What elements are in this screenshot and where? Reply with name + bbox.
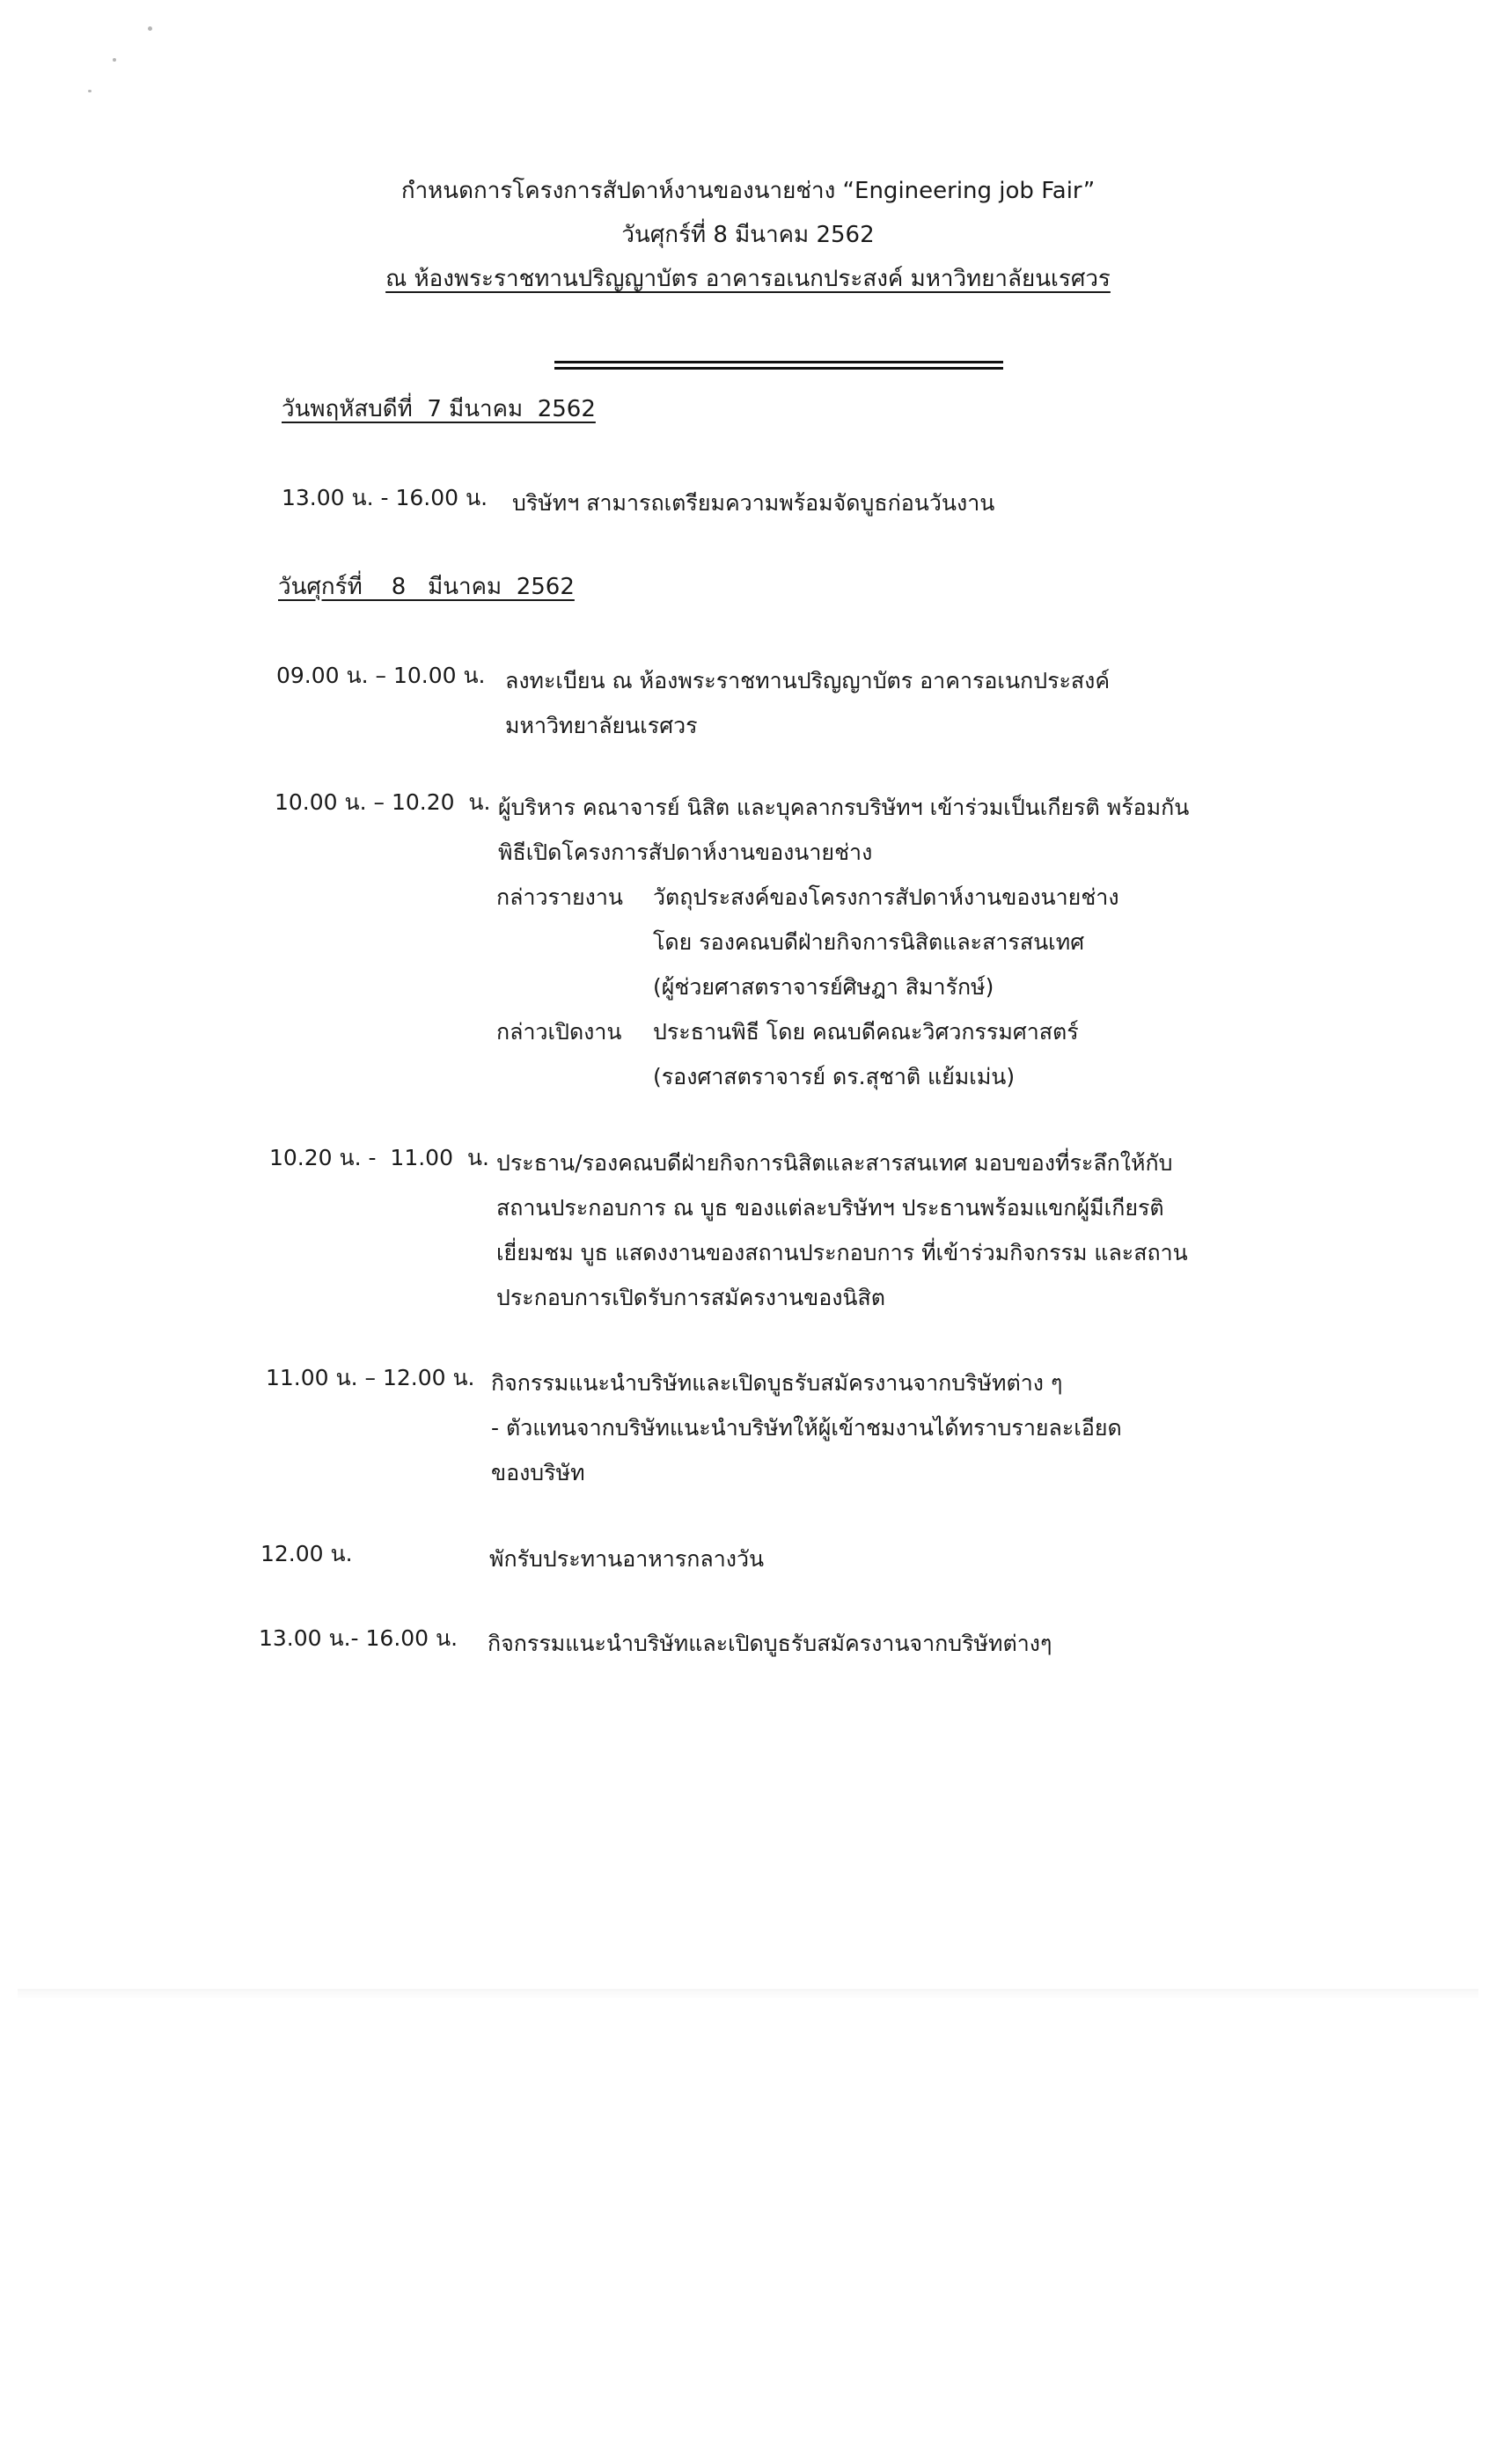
ceremony-text: ประธานพิธี โดย คณบดีคณะวิศวกรรมศาสตร์ bbox=[653, 1019, 1079, 1045]
scan-edge bbox=[18, 1989, 1478, 1999]
schedule-description bbox=[512, 480, 1234, 525]
schedule-description bbox=[488, 1621, 1209, 1666]
ceremony-line bbox=[496, 920, 1119, 964]
ceremony-line bbox=[496, 1009, 1119, 1054]
description-line: พักรับประทานอาหารกลางวัน bbox=[489, 1546, 765, 1572]
description-line: ประกอบการเปิดรับการสมัครงานของนิสิต bbox=[496, 1285, 886, 1310]
ceremony-text: วัตถุประสงค์ของโครงการสัปดาห์งานของนายช่าง bbox=[653, 884, 1119, 910]
description-line: มหาวิทยาลัยนเรศวร bbox=[505, 713, 698, 738]
day2-heading: วันศุกร์ที่ 8 มีนาคม 2562 bbox=[278, 574, 575, 600]
ceremony-line bbox=[496, 964, 1119, 1009]
ceremony-text: (ผู้ช่วยศาสตราจารย์ศิษฎา สิมารักษ์) bbox=[653, 974, 994, 1000]
ceremony-text: (รองศาสตราจารย์ ดร.สุชาติ แย้มเม่น) bbox=[653, 1064, 1016, 1089]
description-line: - ตัวแทนจากบริษัทแนะนำบริษัทให้ผู้เข้าชมงานได้ทราบรายละเอียด bbox=[491, 1415, 1122, 1441]
schedule-description bbox=[496, 1140, 1218, 1320]
schedule-description bbox=[491, 1360, 1213, 1495]
ceremony-label: กล่าวรายงาน bbox=[496, 884, 623, 910]
scan-speck bbox=[113, 58, 116, 62]
description-line: ประธาน/รองคณบดีฝ่ายกิจการนิสิตและสารสนเทศ มอบของที่ระลึกให้กับ bbox=[496, 1150, 1173, 1176]
schedule-description bbox=[505, 658, 1227, 748]
description-line: สถานประกอบการ ณ บูธ ของแต่ละบริษัทฯ ประธานพร้อมแขกผู้มีเกียรติ bbox=[496, 1195, 1164, 1221]
description-line: พิธีเปิดโครงการสัปดาห์งานของนายช่าง bbox=[498, 840, 873, 865]
schedule-time: 13.00 น.- 16.00 น. bbox=[259, 1625, 458, 1651]
schedule-description bbox=[489, 1536, 1211, 1581]
ceremony-line bbox=[496, 1054, 1119, 1099]
description-line: ของบริษัท bbox=[491, 1460, 585, 1485]
schedule-time: 13.00 น. - 16.00 น. bbox=[282, 485, 488, 510]
scan-speck bbox=[148, 26, 152, 31]
ceremony-line bbox=[496, 875, 1119, 920]
header-date: วันศุกร์ที่ 8 มีนาคม 2562 bbox=[621, 222, 875, 248]
schedule-description bbox=[498, 785, 1220, 875]
header-venue: ณ ห้องพระราชทานปริญญาบัตร อาคารอเนกประสงค์ มหาวิทยาลัยนเรศวร bbox=[385, 266, 1111, 292]
schedule-time: 10.20 น. - 11.00 น. bbox=[269, 1145, 489, 1170]
day1-heading: วันพฤหัสบดีที่ 7 มีนาคม 2562 bbox=[282, 396, 596, 422]
description-line: กิจกรรมแนะนำบริษัทและเปิดบูธรับสมัครงานจากบริษัทต่างๆ bbox=[488, 1631, 1052, 1656]
scan-speck bbox=[88, 90, 92, 92]
description-line: เยี่ยมชม บูธ แสดงงานของสถานประกอบการ ที่เข้าร่วมกิจกรรม และสถาน bbox=[496, 1240, 1188, 1265]
document-header bbox=[0, 169, 1496, 301]
description-line: ลงทะเบียน ณ ห้องพระราชทานปริญญาบัตร อาคารอเนกประสงค์ bbox=[505, 668, 1111, 693]
ceremony-text: โดย รองคณบดีฝ่ายกิจการนิสิตและสารสนเทศ bbox=[653, 929, 1085, 955]
description-line: ผู้บริหาร คณาจารย์ นิสิต และบุคลากรบริษัทฯ เข้าร่วมเป็นเกียรติ พร้อมกัน bbox=[498, 795, 1190, 820]
schedule-time: 09.00 น. – 10.00 น. bbox=[276, 663, 486, 688]
description-line: กิจกรรมแนะนำบริษัทและเปิดบูธรับสมัครงานจากบริษัทต่าง ๆ bbox=[491, 1370, 1063, 1396]
ceremony-label: กล่าวเปิดงาน bbox=[496, 1019, 622, 1045]
schedule-time: 10.00 น. – 10.20 น. bbox=[275, 789, 491, 815]
schedule-time: 11.00 น. – 12.00 น. bbox=[266, 1365, 475, 1390]
double-rule bbox=[554, 361, 1003, 370]
description-line: บริษัทฯ สามารถเตรียมความพร้อมจัดบูธก่อนวันงาน bbox=[512, 490, 995, 516]
ceremony-details bbox=[496, 875, 1119, 1099]
schedule-time: 12.00 น. bbox=[260, 1541, 353, 1566]
header-title: กำหนดการโครงการสัปดาห์งานของนายช่าง “Engineering job Fair” bbox=[400, 178, 1096, 204]
